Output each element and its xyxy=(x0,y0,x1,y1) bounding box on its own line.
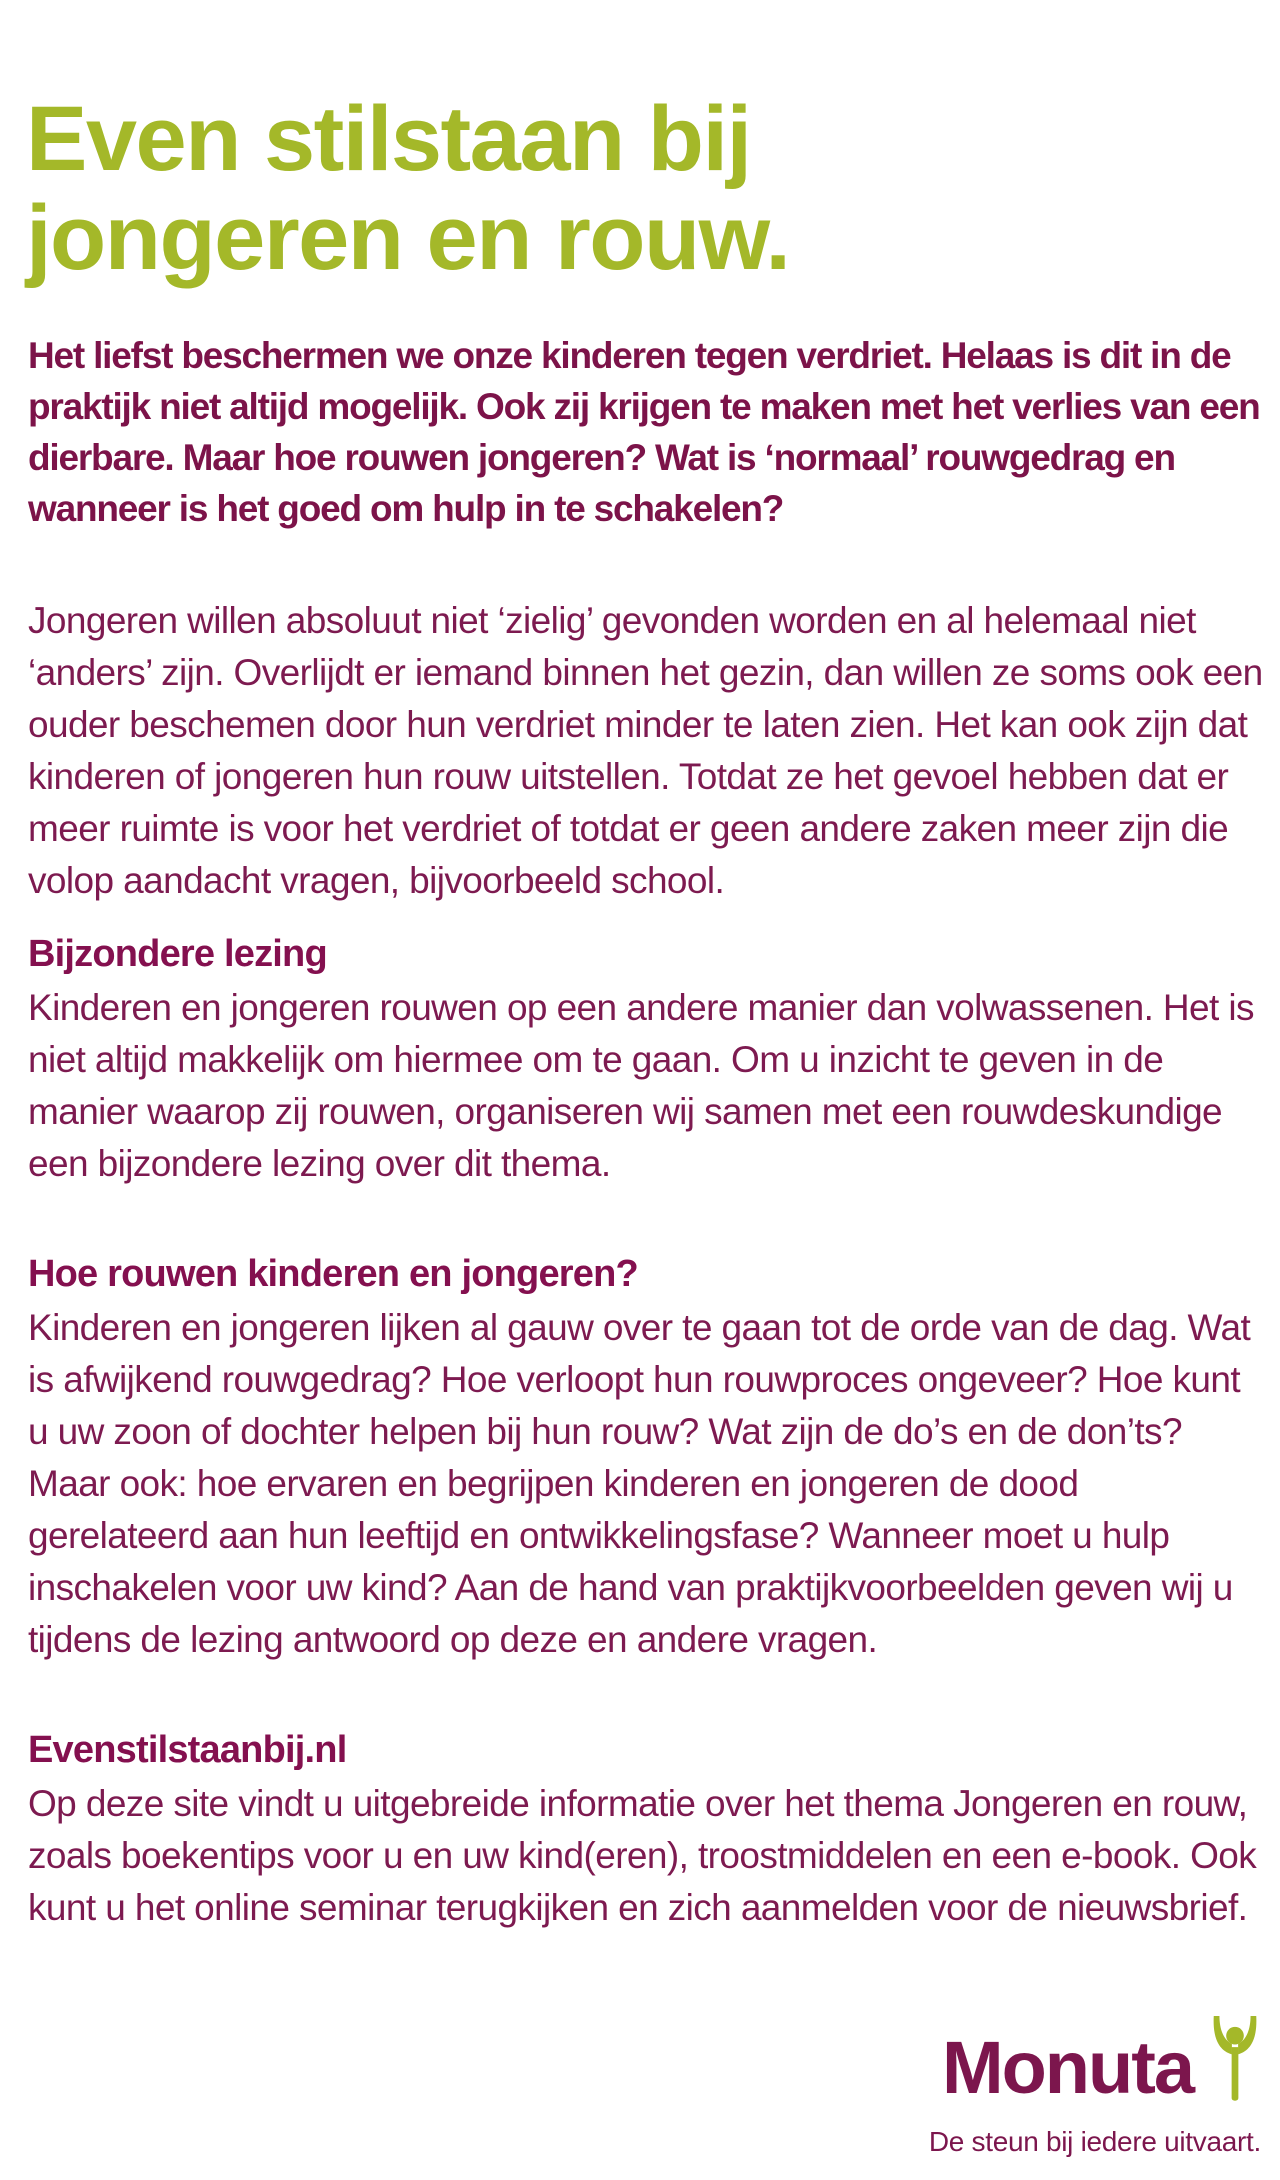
monuta-logo-block xyxy=(929,2016,1261,2159)
page-title xyxy=(26,87,1126,289)
monuta-figure-icon xyxy=(1209,2016,1261,2101)
monuta-wordmark: Monuta xyxy=(941,2026,1193,2109)
intro-paragraph: Het liefst beschermen we onze kinderen tegen verdriet. Helaas is dit in de praktijk niet altijd mogelijk. Ook zij krijgen te maken met het verlies van een dierbare. Maar hoe rouwen jongeren? Wat is ‘normaal’ rouwgedrag en wanneer is het goed om hulp in te schakelen? xyxy=(28,335,1260,529)
lead-paragraph: Jongeren willen absoluut niet ‘zielig’ gevonden worden en al helemaal niet ‘anders’ zijn. Overlijdt er iemand binnen het gezin, dan willen ze soms ook een ouder beschemen door hun verdriet minder te laten zien. Het kan ook zijn dat kinderen of jongeren hun rouw uitstellen. Totdat ze het gevoel hebben dat er meer ruimte is voor het verdriet of totdat er geen andere zaken meer zijn die volop aandacht vragen, bijvoorbeeld school. xyxy=(28,600,1263,901)
section-body: Op deze site vindt u uitgebreide informatie over het thema Jongeren en rouw, zoals boekentips voor u en uw kind(eren), troostmiddelen en een e-book. Ook kunt u het online seminar terugkijken en zich aanmelden voor de nieuwsbrief. xyxy=(28,1783,1257,1928)
page-title-line-2: jongeren en rouw. xyxy=(26,186,790,289)
section-heading: Bijzondere lezing xyxy=(28,933,327,975)
section-body: Kinderen en jongeren lijken al gauw over te gaan tot de orde van de dag. Wat is afwijkend rouwgedrag? Hoe verloopt hun rouwproces ongeveer? Hoe kunt u uw zoon of dochter helpen bij hun rouw? Wat zijn de do’s en de don’ts? Maar ook: hoe ervaren en begrijpen kinderen en jongeren de dood gerelateerd aan hun leeftijd en ontwikkelingsfase? Wanneer moet u hulp inschakelen voor uw kind? Aan de hand van praktijkvoorbeelden geven wij u tijdens de lezing antwoord op deze en andere vragen. xyxy=(28,1307,1251,1660)
page-title-line-1: Even stilstaan bij xyxy=(26,87,751,190)
section-heading: Evenstilstaanbij.nl xyxy=(28,1729,347,1771)
section-bijzondere-lezing xyxy=(28,926,1263,1190)
brand-tagline: De steun bij iedere uitvaart. xyxy=(928,2126,1261,2157)
section-hoe-rouwen-kinderen-en-jongeren xyxy=(28,1246,1263,1666)
section-heading: Hoe rouwen kinderen en jongeren? xyxy=(28,1253,638,1295)
section-body: Kinderen en jongeren rouwen op een andere manier dan volwassenen. Het is niet altijd makkelijk om hiermee om te gaan. Om u inzicht te geven in de manier waarop zij rouwen, organiseren wij samen met een rouwdeskundige een bijzondere lezing over dit thema. xyxy=(28,987,1254,1184)
monuta-logo xyxy=(942,2016,1261,2111)
section-evenstilstaanbij-nl xyxy=(28,1722,1263,1934)
